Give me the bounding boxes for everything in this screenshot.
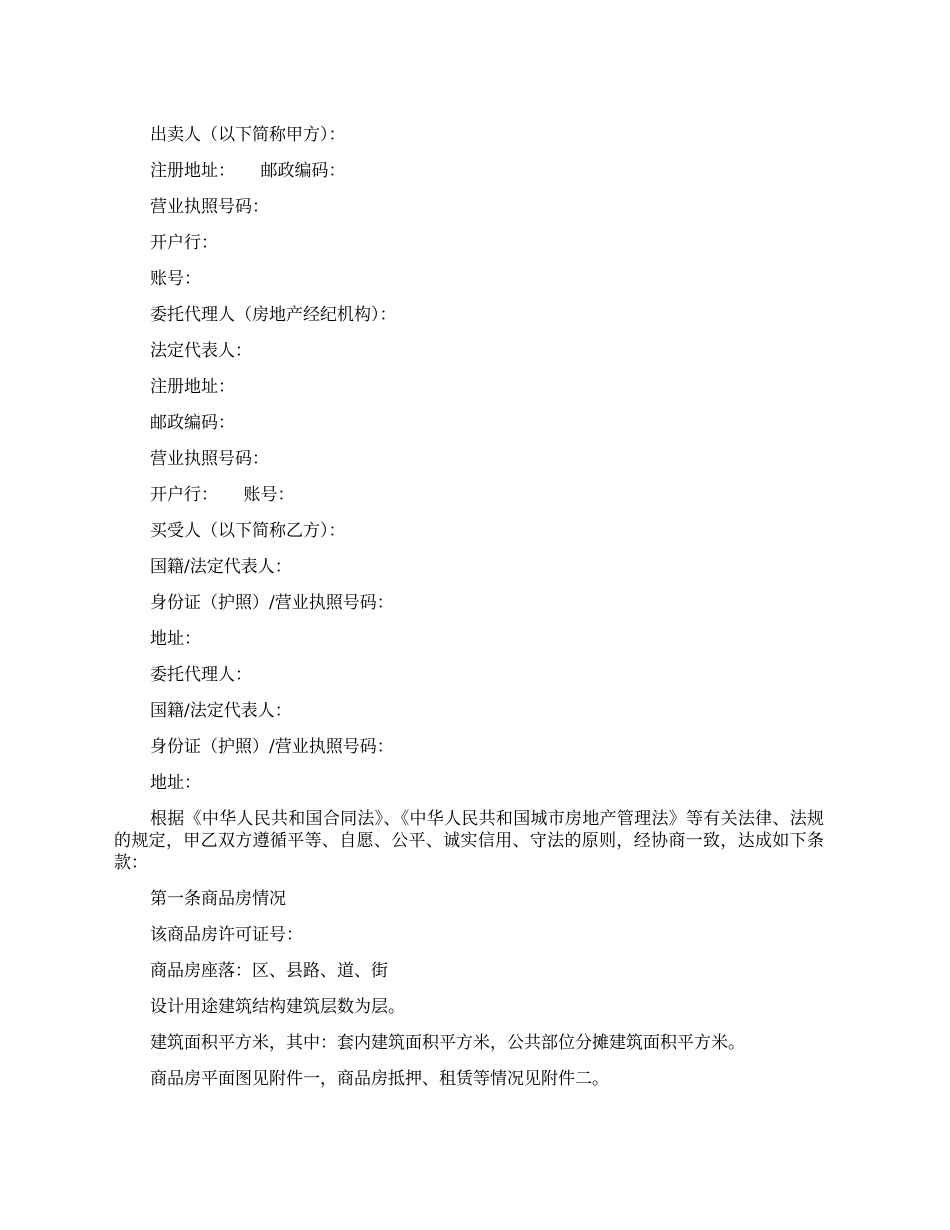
agent-agency-line: 委托代理人（房地产经纪机构）： bbox=[150, 305, 397, 325]
article1-location-line: 商品房座落：区、县路、道、街 bbox=[150, 961, 388, 981]
seller-license-line: 营业执照号码： bbox=[150, 197, 269, 217]
buyer-address-line: 地址： bbox=[150, 629, 201, 649]
seller-bank-line: 开户行： bbox=[150, 233, 218, 253]
article1-title: 第一条商品房情况 bbox=[150, 889, 286, 909]
agent-license-line: 营业执照号码： bbox=[150, 449, 269, 469]
buyer-agent-line: 委托代理人： bbox=[150, 665, 252, 685]
seller-account-line: 账号： bbox=[150, 269, 201, 289]
buyer-line: 买受人（以下简称乙方）： bbox=[150, 521, 346, 541]
article1-permit-line: 该商品房许可证号： bbox=[150, 925, 303, 945]
buyer-id-line: 身份证（护照）/营业执照号码： bbox=[150, 593, 394, 613]
seller-line: 出卖人（以下简称甲方）： bbox=[150, 125, 346, 145]
preamble-paragraph: 根据《中华人民共和国合同法》、《中华人民共和国城市房地产管理法》等有关法律、法规的规定，甲乙双方遵循平等、自愿、公平、诚实信用、守法的原则，经协商一致，达成如下条款： bbox=[114, 809, 824, 873]
agent-legal-rep-line: 法定代表人： bbox=[150, 341, 252, 361]
article1-area-line: 建筑面积平方米，其中：套内建筑面积平方米，公共部位分摊建筑面积平方米。 bbox=[150, 1033, 745, 1053]
article1-design-line: 设计用途建筑结构建筑层数为层。 bbox=[150, 997, 405, 1017]
buyer-agent-address-line: 地址： bbox=[150, 773, 201, 793]
article1-floorplan-line: 商品房平面图见附件一，商品房抵押、租赁等情况见附件二。 bbox=[150, 1069, 609, 1089]
agent-postcode-line: 邮政编码： bbox=[150, 413, 235, 433]
document-body bbox=[114, 124, 824, 1104]
seller-address-postcode-line: 注册地址： 邮政编码： bbox=[150, 161, 346, 181]
buyer-agent-nationality-line: 国籍/法定代表人： bbox=[150, 701, 292, 721]
agent-address-line: 注册地址： bbox=[150, 377, 235, 397]
buyer-nationality-line: 国籍/法定代表人： bbox=[150, 557, 292, 577]
agent-bank-account-line: 开户行： 账号： bbox=[150, 485, 295, 505]
buyer-agent-id-line: 身份证（护照）/营业执照号码： bbox=[150, 737, 394, 757]
